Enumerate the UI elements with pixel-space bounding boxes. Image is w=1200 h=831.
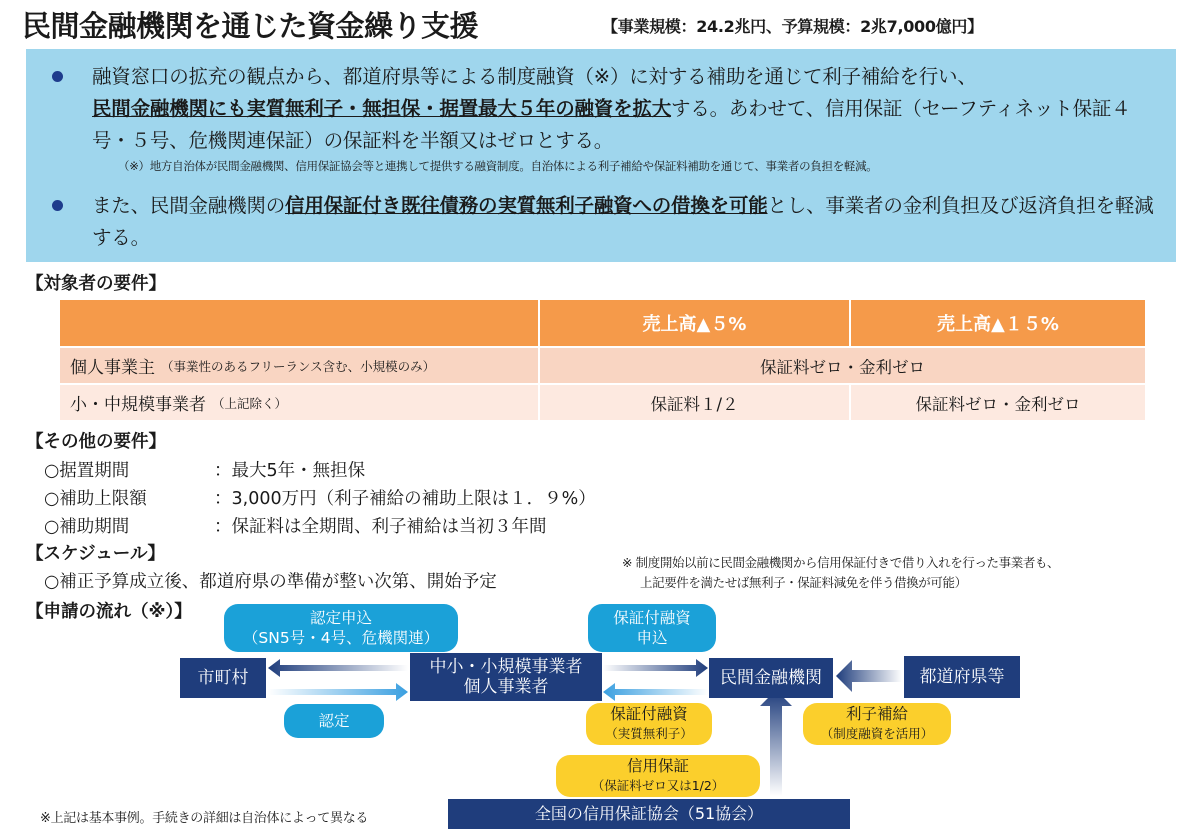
budget-scale: 【事業規模：24.2兆円、予算規模：2兆7,000億円】 bbox=[602, 17, 983, 36]
interest-subsidy-pill: 利子補給 （制度融資を活用） bbox=[803, 703, 951, 745]
credit-guarantee-pill: 信用保証 （保証料ゼロ又は1/2） bbox=[556, 755, 760, 797]
requirements-heading: 【対象者の要件】 bbox=[26, 274, 166, 294]
certification-pill: 認定 bbox=[284, 704, 384, 738]
bullet2-pre: また、民間金融機関の bbox=[92, 194, 286, 217]
req-label-deferment: ○据置期間 bbox=[44, 461, 130, 481]
arrow-loan-to-business bbox=[603, 683, 708, 701]
row-value-individual: 保証料ゼロ・金利ゼロ bbox=[540, 348, 1145, 383]
prefecture-box: 都道府県等 bbox=[904, 656, 1020, 698]
req-value-period: ：保証料は全期間、利子補給は当初３年間 bbox=[214, 517, 547, 537]
bullet1-rest: する。あわせて、信用保証（セーフティネット保証４号・５号、危機関連保証）の保証料を半額又はゼロとする。 bbox=[92, 97, 1131, 152]
bullet2-emphasis: 信用保証付き既往債務の実質無利子融資への借換を可能 bbox=[285, 194, 768, 217]
guaranteed-loan-pill: 保証付融資 （実質無利子） bbox=[586, 703, 712, 745]
page-title: 民間金融機関を通じた資金繰り支援 bbox=[22, 9, 479, 43]
other-requirements-heading: 【その他の要件】 bbox=[26, 432, 166, 452]
guarantee-association-box: 全国の信用保証協会（51協会） bbox=[448, 799, 850, 829]
arrow-to-municipality bbox=[268, 659, 408, 677]
table-header-15pct: 売上高▲１５% bbox=[851, 300, 1145, 346]
municipality-box: 市町村 bbox=[180, 658, 266, 698]
row-value-sme-15pct: 保証料ゼロ・金利ゼロ bbox=[851, 385, 1145, 420]
schedule-heading: 【スケジュール】 bbox=[26, 544, 165, 564]
req-label-period: ○補助期間 bbox=[44, 517, 130, 537]
row-value-sme-5pct: 保証料１/２ bbox=[540, 385, 849, 420]
bullet1-line1: 融資窓口の拡充の観点から、都道府県等による制度融資（※）に対する補助を通じて利子補給を行い、 bbox=[92, 65, 977, 88]
side-note-line2: 上記要件を満たせば無利子・保証料減免を伴う借換が可能） bbox=[640, 575, 967, 590]
req-value-deferment: ：最大5年・無担保 bbox=[214, 461, 366, 481]
flow-heading: 【申請の流れ（※）】 bbox=[26, 602, 192, 622]
guaranteed-loan-application-pill: 保証付融資 申込 bbox=[588, 604, 716, 652]
arrow-guarantee-up bbox=[760, 690, 792, 796]
side-note-line1: ※ 制度開始以前に民間金融機関から信用保証付きで借り入れを行った事業者も、 bbox=[622, 555, 1060, 570]
arrow-prefecture-to-bank bbox=[836, 660, 902, 692]
schedule-text: ○補正予算成立後、都道府県の準備が整い次第、開始予定 bbox=[44, 572, 497, 592]
summary-footnote: （※）地方自治体が民間金融機関、信用保証協会等と連携して提供する融資制度。自治体による利子補給や保証料補助を通じて、事業者の負担を軽減。 bbox=[118, 159, 878, 173]
table-header-5pct: 売上高▲５% bbox=[540, 300, 849, 346]
row-label-individual: 個人事業主 （事業性のあるフリーランス含む、小規模のみ） bbox=[60, 348, 538, 383]
bank-box: 民間金融機関 bbox=[709, 658, 833, 698]
arrow-to-business bbox=[268, 683, 408, 701]
bottom-footnote: ※上記は基本事例。手続きの詳細は自治体によって異なる bbox=[40, 811, 369, 826]
bullet2-post: とし、事業者の金利負担及び返済負担を軽減する。 bbox=[92, 194, 1154, 249]
req-value-cap: ：3,000万円（利子補給の補助上限は１．９%） bbox=[214, 489, 596, 509]
row-label-sme: 小・中規模事業者 （上記除く） bbox=[60, 385, 538, 420]
business-box: 中小・小規模事業者 個人事業者 bbox=[410, 653, 602, 701]
bullet1-emphasis: 民間金融機関にも実質無利子・無担保・据置最大５年の融資を拡大 bbox=[92, 97, 672, 120]
req-label-cap: ○補助上限額 bbox=[44, 489, 147, 509]
certification-application-pill: 認定申込 （SN5号・4号、危機関連） bbox=[224, 604, 458, 652]
arrow-to-bank bbox=[603, 659, 708, 677]
